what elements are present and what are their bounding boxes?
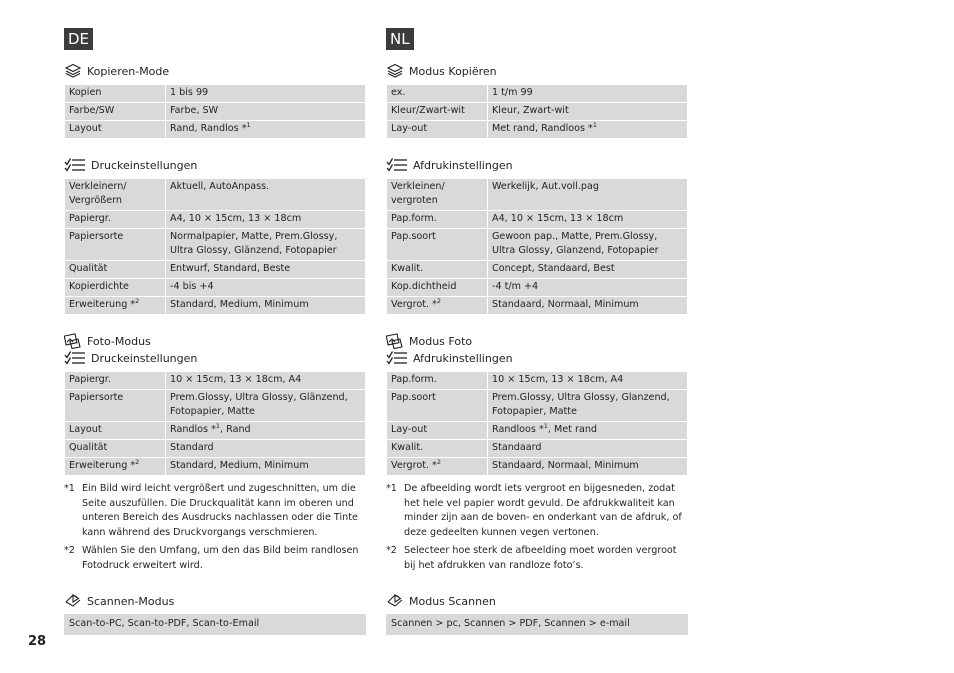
footnote-text: Wählen Sie den Umfang, um den das Bild beim randlosen Fotodruck erweitert wird. [82, 545, 359, 571]
setting-value: 10 × 15cm, 13 × 18cm, A4 [488, 372, 688, 390]
table-row [65, 372, 366, 390]
footnotes [386, 482, 688, 573]
table-row [387, 279, 688, 297]
setting-key [65, 297, 166, 315]
table-row [65, 103, 366, 121]
print-settings-table [64, 178, 366, 315]
table-row [65, 422, 366, 440]
section-title-text: Afdrukinstellingen [413, 158, 513, 172]
column-de [64, 28, 366, 653]
copy-mode-section [386, 63, 688, 139]
footnote-text: Ein Bild wird leicht vergrößert und zugeschnitten, um die Seite auszufüllen. Die Druckqualität kann im oberen und unteren Bereich des Ausdrucks nachlassen oder die Tinte kann während des Druckvorgangs verschmieren. [82, 483, 358, 538]
value-text: Randlos * [170, 424, 216, 435]
setting-value: Entwurf, Standard, Beste [166, 261, 366, 279]
copy-mode-icon [386, 63, 404, 79]
copy-settings-table [64, 84, 366, 139]
print-settings-icon [386, 157, 408, 173]
section-title [386, 593, 688, 609]
footnote [64, 544, 366, 573]
section-title-text: Modus Foto [409, 334, 473, 348]
table-row [387, 211, 688, 229]
footnote-ref: 1 [215, 421, 221, 430]
copy-mode-section [64, 63, 366, 139]
table-row [387, 297, 688, 315]
setting-key [387, 297, 488, 315]
section-subtitle-text: Druckeinstellungen [91, 351, 198, 365]
section-subtitle-text: Afdrukinstellingen [413, 351, 513, 365]
footnotes [64, 482, 366, 573]
setting-value: Normalpapier, Matte, Prem.Glossy, Ultra Glossy, Glänzend, Fotopapier [166, 229, 366, 261]
section-title-text: Kopieren-Mode [87, 64, 170, 78]
table-row [65, 440, 366, 458]
setting-value: Prem.Glossy, Ultra Glossy, Glanzend, Fotopapier, Matte [488, 390, 688, 422]
table-row [65, 179, 366, 211]
copy-settings-table [386, 84, 688, 139]
setting-key: Layout [65, 422, 166, 440]
setting-key: Papiersorte [65, 390, 166, 422]
table-row [387, 179, 688, 211]
scan-mode-section [64, 593, 366, 635]
section-title [64, 593, 366, 609]
value-text: , Met rand [547, 424, 597, 435]
setting-value: Werkelijk, Aut.voll.pag [488, 179, 688, 211]
page-number: 28 [28, 634, 47, 649]
setting-value: -4 t/m +4 [488, 279, 688, 297]
footnote-number: *1 [64, 483, 75, 494]
print-settings-section [64, 157, 366, 315]
setting-value: Standaard, Normaal, Minimum [488, 297, 688, 315]
setting-value: -4 bis +4 [166, 279, 366, 297]
table-row [387, 229, 688, 261]
table-row [387, 422, 688, 440]
value-text: , Rand [220, 424, 251, 435]
footnote-ref: 2 [436, 457, 441, 466]
setting-key: Lay-out [387, 422, 488, 440]
footnote-number: *1 [386, 483, 397, 494]
table-row [65, 85, 366, 103]
setting-key: ex. [387, 85, 488, 103]
table-row [387, 121, 688, 139]
section-title-text: Foto-Modus [87, 334, 151, 348]
setting-value: 10 × 15cm, 13 × 18cm, A4 [166, 372, 366, 390]
table-row [387, 440, 688, 458]
photo-mode-icon [64, 333, 82, 349]
setting-key: Qualität [65, 261, 166, 279]
footnote-ref: 1 [543, 421, 548, 430]
value-text: Rand, Randlos * [170, 123, 247, 134]
footnote [64, 482, 366, 540]
section-title [64, 157, 366, 173]
footnote-text: Selecteer hoe sterk de afbeelding moet worden vergroot bij het afdrukken van randloze foto’s. [404, 545, 677, 571]
setting-value: Standaard [488, 440, 688, 458]
table-row [387, 390, 688, 422]
section-title-text: Modus Scannen [409, 594, 496, 608]
table-row [65, 211, 366, 229]
scan-mode-icon [64, 593, 82, 609]
setting-key: Layout [65, 121, 166, 139]
photo-settings-table [64, 371, 366, 476]
section-title [64, 333, 366, 349]
setting-value: Standard [166, 440, 366, 458]
setting-key: Pap.soort [387, 229, 488, 261]
footnote-ref: 2 [135, 457, 140, 466]
footnote-text: De afbeelding wordt iets vergroot en bijgesneden, zodat het hele vel papier wordt gevuld. De afdrukkwaliteit kan minder zijn aan de boven- en onderkant van de afdruk, of deze gedeelten kunnen vegen vertonen. [404, 483, 682, 538]
setting-key: Kopien [65, 85, 166, 103]
photo-mode-icon [386, 333, 404, 349]
setting-key: Farbe/SW [65, 103, 166, 121]
setting-value: A4, 10 × 15cm, 13 × 18cm [488, 211, 688, 229]
setting-value [166, 121, 366, 139]
table-row [65, 297, 366, 315]
setting-key: Pap.form. [387, 211, 488, 229]
setting-key: Pap.soort [387, 390, 488, 422]
photo-mode-section [386, 333, 688, 573]
value-text: Randloos * [492, 424, 544, 435]
print-settings-section [386, 157, 688, 315]
table-row [65, 458, 366, 476]
setting-key: Kleur/Zwart-wit [387, 103, 488, 121]
section-title-text: Modus Kopiëren [409, 64, 497, 78]
copy-mode-icon [64, 63, 82, 79]
language-badge: NL [386, 28, 414, 50]
setting-value: 1 t/m 99 [488, 85, 688, 103]
print-settings-icon [64, 157, 86, 173]
section-subtitle [386, 350, 688, 366]
photo-mode-section [64, 333, 366, 573]
table-row [387, 372, 688, 390]
table-row [387, 458, 688, 476]
setting-value: Standard, Medium, Minimum [166, 297, 366, 315]
value-text: Met rand, Randloos * [492, 123, 593, 134]
footnote-ref: 1 [592, 120, 597, 129]
setting-key: Pap.form. [387, 372, 488, 390]
footnote-ref: 2 [135, 296, 140, 305]
key-text: Erweiterung * [69, 460, 136, 471]
section-title [386, 333, 688, 349]
scan-options: Scan-to-PC, Scan-to-PDF, Scan-to-Email [64, 614, 366, 635]
key-text: Vergrot. * [391, 460, 437, 471]
table-row [387, 261, 688, 279]
setting-key: Lay-out [387, 121, 488, 139]
setting-key: Kop.dichtheid [387, 279, 488, 297]
language-badge: DE [64, 28, 93, 50]
footnote [386, 482, 688, 540]
setting-key: Verkleinern/ Vergrößern [65, 179, 166, 211]
setting-key: Papiergr. [65, 372, 166, 390]
setting-key: Kopierdichte [65, 279, 166, 297]
setting-value: Gewoon pap., Matte, Prem.Glossy, Ultra Glossy, Glanzend, Fotopapier [488, 229, 688, 261]
setting-key: Kwalit. [387, 440, 488, 458]
footnote-ref: 1 [246, 120, 251, 129]
setting-value [488, 121, 688, 139]
setting-key: Papiersorte [65, 229, 166, 261]
setting-value: Standard, Medium, Minimum [166, 458, 366, 476]
setting-key: Papiergr. [65, 211, 166, 229]
footnote-number: *2 [386, 545, 397, 556]
setting-value: Prem.Glossy, Ultra Glossy, Glänzend, Fotopapier, Matte [166, 390, 366, 422]
table-row [65, 261, 366, 279]
table-row [65, 229, 366, 261]
key-text: Vergrot. * [391, 299, 437, 310]
section-subtitle [64, 350, 366, 366]
setting-key: Verkleinen/ vergroten [387, 179, 488, 211]
key-text: Erweiterung * [69, 299, 136, 310]
footnote [386, 544, 688, 573]
setting-key [65, 458, 166, 476]
table-row [387, 85, 688, 103]
setting-value [166, 422, 366, 440]
setting-value: A4, 10 × 15cm, 13 × 18cm [166, 211, 366, 229]
table-row [65, 390, 366, 422]
setting-value [488, 422, 688, 440]
print-settings-icon [386, 350, 408, 366]
section-title-text: Scannen-Modus [87, 594, 175, 608]
print-settings-table [386, 178, 688, 315]
section-title [386, 63, 688, 79]
setting-value: Concept, Standaard, Best [488, 261, 688, 279]
setting-value: 1 bis 99 [166, 85, 366, 103]
setting-value: Aktuell, AutoAnpass. [166, 179, 366, 211]
setting-value: Standaard, Normaal, Minimum [488, 458, 688, 476]
table-row [65, 279, 366, 297]
setting-value: Kleur, Zwart-wit [488, 103, 688, 121]
scan-options: Scannen > pc, Scannen > PDF, Scannen > e-mail [386, 614, 688, 635]
footnote-number: *2 [64, 545, 75, 556]
setting-key: Qualität [65, 440, 166, 458]
footnote-ref: 2 [436, 296, 441, 305]
setting-value: Farbe, SW [166, 103, 366, 121]
section-title [64, 63, 366, 79]
table-row [387, 103, 688, 121]
section-title [386, 157, 688, 173]
print-settings-icon [64, 350, 86, 366]
scan-mode-section [386, 593, 688, 635]
setting-key: Kwalit. [387, 261, 488, 279]
photo-settings-table [386, 371, 688, 476]
scan-mode-icon [386, 593, 404, 609]
setting-key [387, 458, 488, 476]
table-row [65, 121, 366, 139]
column-nl [386, 28, 688, 653]
section-title-text: Druckeinstellungen [91, 158, 198, 172]
